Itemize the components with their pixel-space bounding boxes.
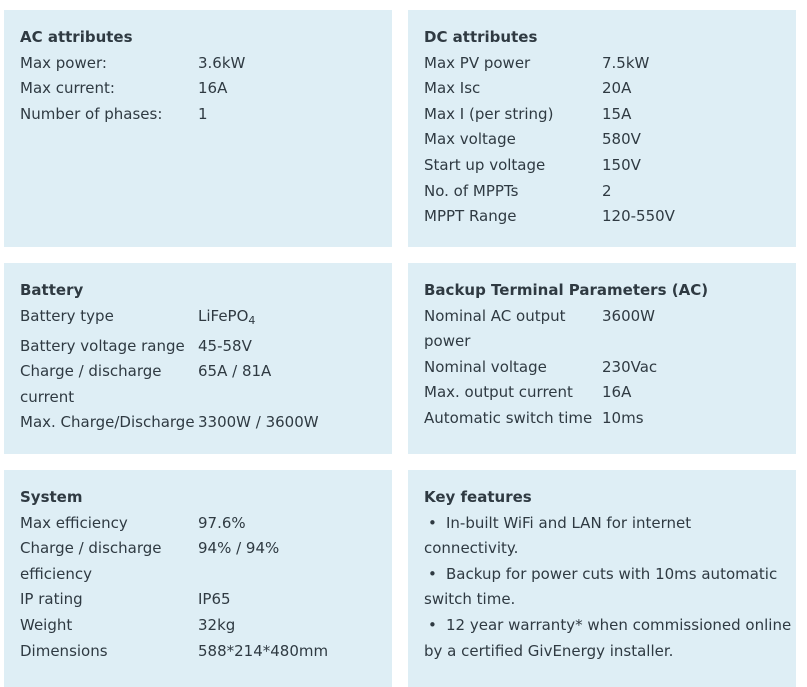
spec-label: No. of MPPTs: [424, 181, 519, 200]
spec-value: 16A: [198, 79, 228, 98]
spec-value: 3300W / 3600W: [198, 413, 319, 432]
spec-label: [424, 304, 602, 355]
spec-label: Dimensions: [20, 641, 108, 660]
battery-card: [4, 263, 392, 454]
spec-label: Max. Charge/Discharge: [20, 413, 195, 432]
spec-label: Max PV power: [424, 53, 531, 72]
card-title: System: [20, 488, 83, 506]
card-title: Battery: [20, 281, 84, 299]
feature-item: [424, 562, 796, 613]
spec-label-line: current: [20, 387, 75, 406]
feature-text-line: switch time.: [424, 590, 516, 609]
spec-value: 10ms: [602, 408, 644, 427]
chemistry-text: LiFePO: [198, 306, 249, 325]
spec-value: IP65: [198, 590, 231, 609]
spec-row: [20, 304, 392, 334]
feature-item: [424, 613, 796, 664]
spec-label: Automatic switch time: [424, 408, 593, 427]
spec-label: [20, 536, 198, 587]
spec-value: 15A: [602, 104, 632, 123]
spec-label: Nominal voltage: [424, 357, 547, 376]
spec-label: MPPT Range: [424, 207, 517, 226]
spec-label: Start up voltage: [424, 155, 546, 174]
spec-row: [424, 179, 796, 205]
dc-attributes-card: [408, 10, 796, 247]
card-title: Backup Terminal Parameters (AC): [424, 281, 709, 299]
spec-value: 97.6%: [198, 513, 246, 532]
spec-value: 588*214*480mm: [198, 641, 329, 660]
spec-value: 16A: [602, 383, 632, 402]
spec-value: 32kg: [198, 615, 236, 634]
spec-label: Max. output current: [424, 383, 573, 402]
spec-row: [20, 359, 392, 410]
spec-label: Battery voltage range: [20, 336, 185, 355]
spec-row: [20, 613, 392, 639]
spec-row: [20, 536, 392, 587]
bullet-icon: •: [428, 513, 437, 532]
spec-value: 1: [198, 104, 208, 123]
spec-value: 20A: [602, 79, 632, 98]
spec-row: [20, 51, 392, 77]
spec-label: [20, 359, 198, 410]
spec-value: 120-550V: [602, 207, 675, 226]
feature-item: [424, 511, 796, 562]
spec-label: Max power:: [20, 53, 107, 72]
bullet-icon: •: [428, 564, 437, 583]
spec-row: [424, 380, 796, 406]
backup-terminal-card: [408, 263, 796, 454]
card-title: Key features: [424, 488, 532, 506]
feature-text-line: by a certified GivEnergy installer.: [424, 641, 674, 660]
spec-label-line: Charge / discharge: [20, 539, 162, 558]
feature-text-line: In-built WiFi and LAN for internet: [446, 513, 692, 532]
spec-row: [20, 76, 392, 102]
spec-label: Max I (per string): [424, 104, 554, 123]
spec-value: 230Vac: [602, 357, 658, 376]
spec-value: 580V: [602, 130, 641, 149]
spec-label: Weight: [20, 615, 73, 634]
spec-row: [424, 76, 796, 102]
ac-attributes-card: [4, 10, 392, 247]
spec-row: [424, 153, 796, 179]
spec-label: Max current:: [20, 79, 115, 98]
spec-label-line: Nominal AC output: [424, 306, 566, 325]
chemistry-subscript: 4: [248, 313, 256, 327]
spec-value: 7.5kW: [602, 53, 650, 72]
feature-text-line: Backup for power cuts with 10ms automatic: [446, 564, 778, 583]
spec-row: [424, 204, 796, 230]
spec-label: Max Isc: [424, 79, 481, 98]
key-features-card: [408, 470, 796, 687]
card-title: DC attributes: [424, 28, 538, 46]
spec-row: [20, 410, 392, 436]
system-card: [4, 470, 392, 687]
spec-label: Max efficiency: [20, 513, 128, 532]
spec-row: [424, 102, 796, 128]
spec-label-line: Charge / discharge: [20, 362, 162, 381]
spec-row: [20, 102, 392, 128]
spec-value: 150V: [602, 155, 641, 174]
bullet-icon: •: [428, 615, 437, 634]
spec-row: [20, 334, 392, 360]
spec-label: IP rating: [20, 590, 83, 609]
spec-value: 65A / 81A: [198, 362, 272, 381]
spec-label-line: efficiency: [20, 564, 93, 583]
spec-label: Number of phases:: [20, 104, 163, 123]
spec-row: [424, 355, 796, 381]
spec-label: Battery type: [20, 306, 114, 325]
spec-row: [424, 304, 796, 355]
spec-value: 3600W: [602, 306, 656, 325]
spec-value: 2: [602, 181, 612, 200]
spec-label-line: power: [424, 332, 471, 351]
spec-row: [424, 127, 796, 153]
spec-label: Max voltage: [424, 130, 516, 149]
spec-value: 45-58V: [198, 336, 252, 355]
spec-row: [424, 51, 796, 77]
card-title: AC attributes: [20, 28, 133, 46]
spec-row: [20, 511, 392, 537]
spec-row: [20, 587, 392, 613]
spec-row: [424, 406, 796, 432]
spec-value: 3.6kW: [198, 53, 246, 72]
feature-text-line: connectivity.: [424, 539, 519, 558]
feature-text-line: 12 year warranty* when commissioned online: [446, 615, 792, 634]
spec-value: [198, 304, 255, 334]
spec-value: 94% / 94%: [198, 539, 280, 558]
spec-row: [20, 639, 392, 665]
